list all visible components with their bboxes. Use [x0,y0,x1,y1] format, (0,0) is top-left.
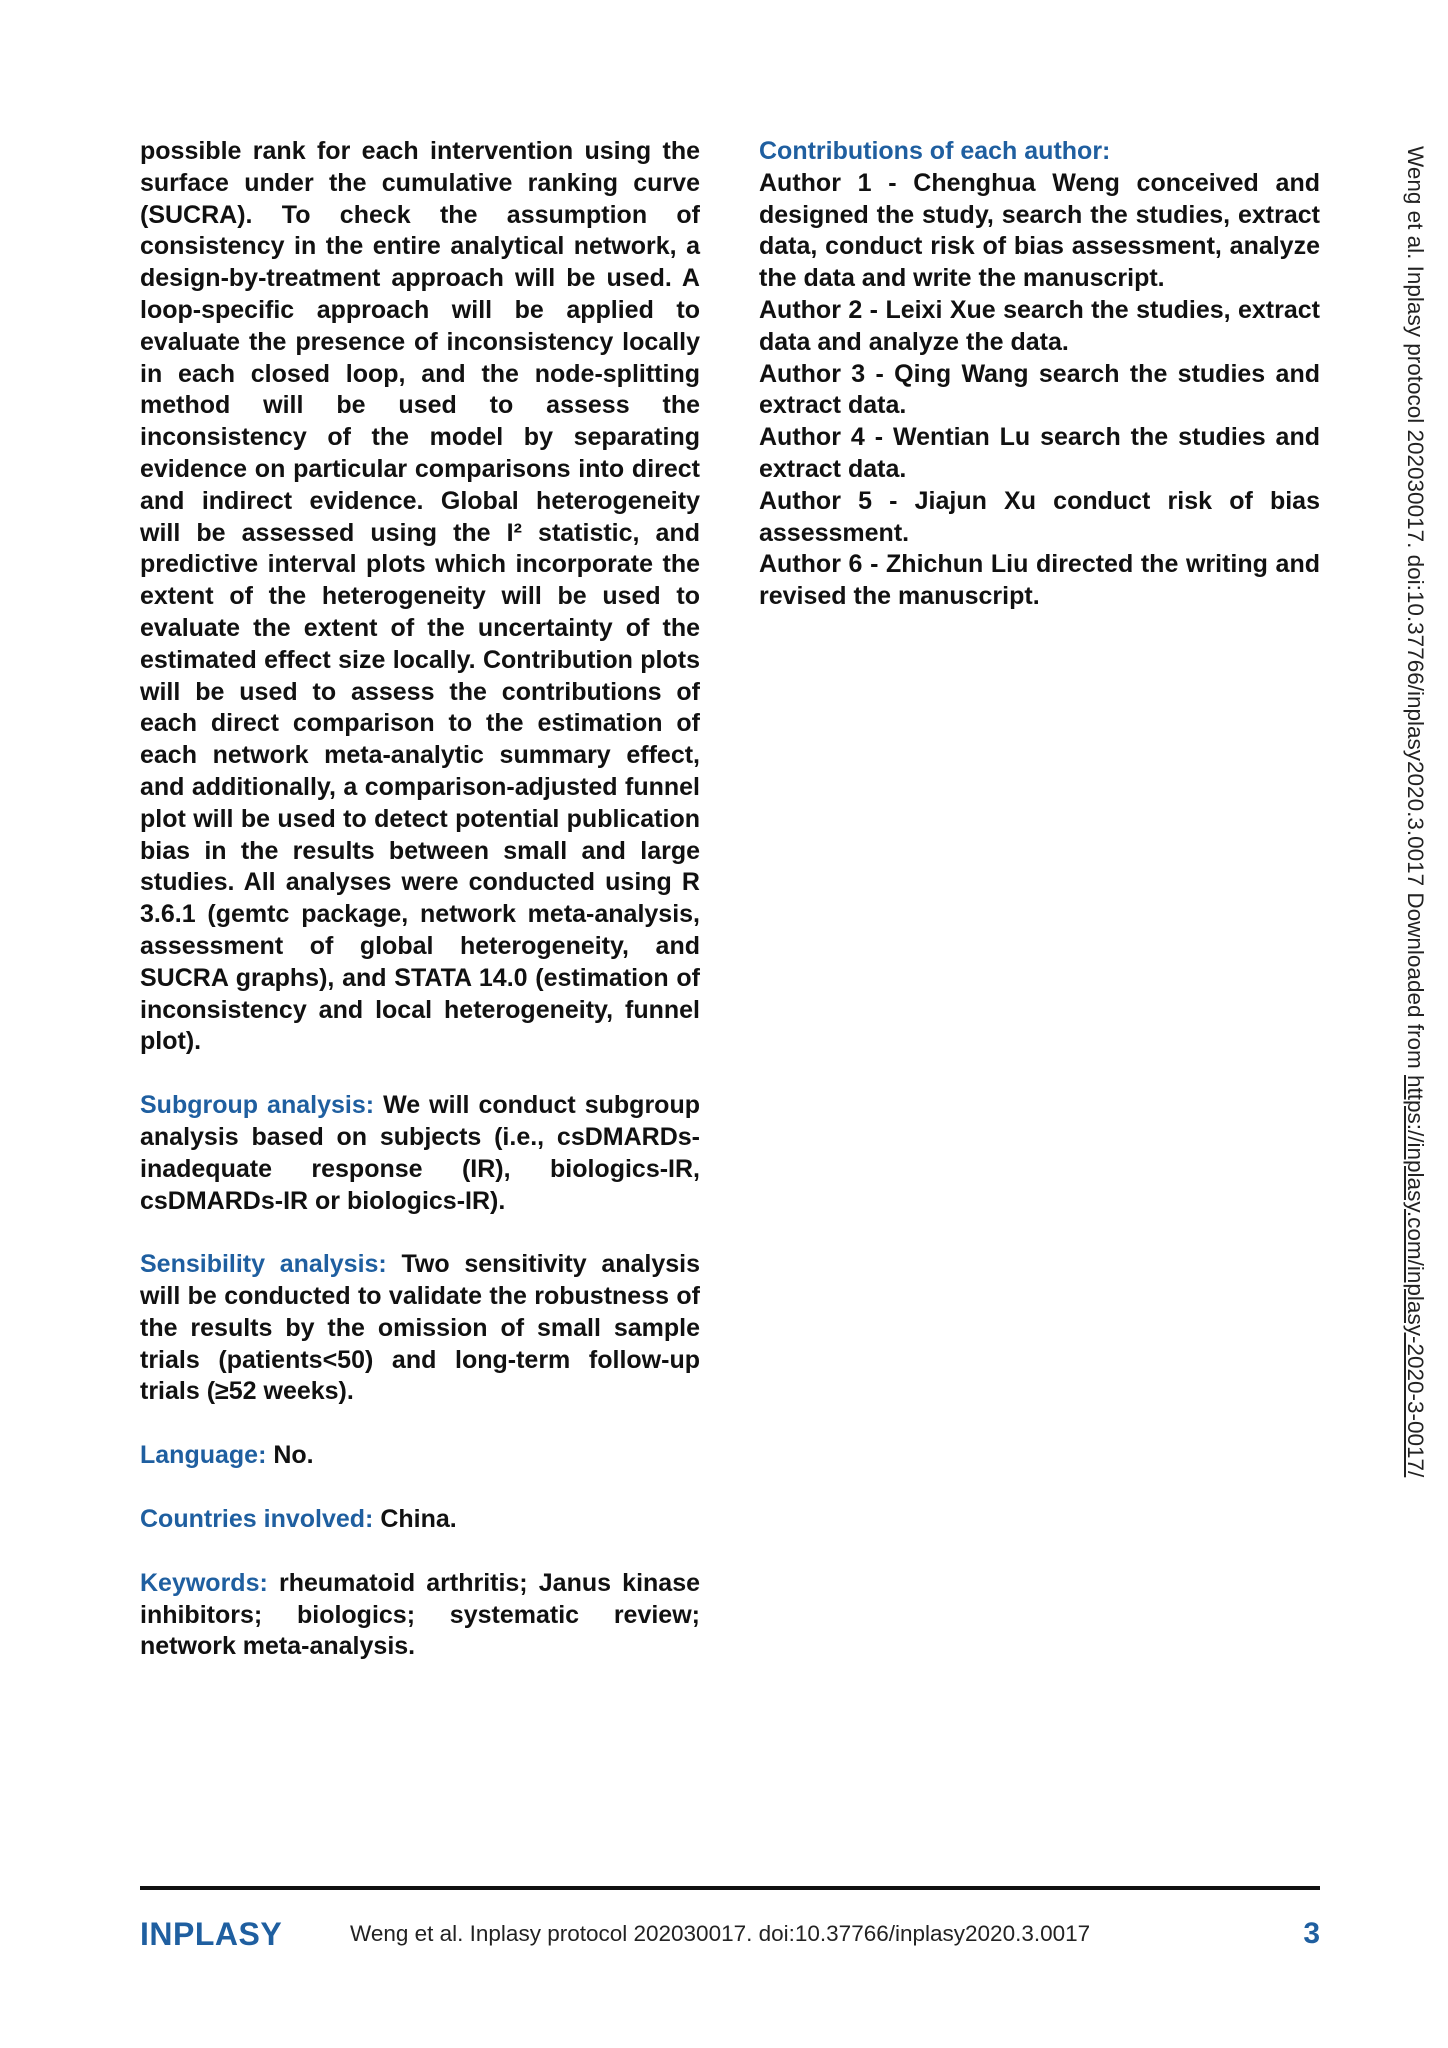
countries-section [140,1504,700,1536]
sensibility-section [140,1249,700,1408]
keywords-heading: Keywords: [140,1568,268,1597]
page-number: 3 [1303,1917,1320,1950]
language-text: No. [273,1441,314,1470]
author-3-contribution: Author 3 - Qing Wang search the studies and extract data. [759,359,1320,420]
author-6-contribution: Author 6 - Zhichun Liu directed the writing and revised the manuscript. [759,550,1320,611]
subgroup-section [140,1090,700,1217]
keywords-section [140,1568,700,1663]
side-citation-note [1402,146,1428,1477]
author-1-contribution: Author 1 - Chenghua Weng conceived and designed the study, search the studies, extract data, conduct risk of bias assessment, analyze the data and write the manuscript. [759,168,1320,293]
countries-text: China. [380,1505,457,1534]
author-4-contribution: Author 4 - Wentian Lu search the studies and extract data. [759,423,1320,483]
subgroup-heading: Subgroup analysis: [140,1091,375,1120]
download-link[interactable]: https://inplasy.com/inplasy-2020-3-0017/ [1403,1075,1428,1478]
left-column [140,136,700,1663]
methods-paragraph: possible rank for each intervention using the surface under the cumulative ranking curve (SUCRA). To check the assumption of consistency in the entire analytical network, a design-by-treatment approach will be used. A loop-specific approach will be applied to evaluate the presence of inconsistency locally in each closed loop, and the node-splitting method will be used to assess the inconsistency of the model by separating evidence on particular comparisons into direct and indirect evidence. Global heterogeneity will be assessed using the I² statistic, and predictive interval plots which incorporate the extent of the heterogeneity will be used to evaluate the extent of the uncertainty of the estimated effect size locally. Contribution plots will be used to assess the contributions of each direct comparison to the estimation of each network meta-analytic summary effect, and additionally, a comparison-adjusted funnel plot will be used to detect potential publication bias in the results between small and large studies. All analyses were conducted using R 3.6.1 (gemtc package, network meta-analysis, assessment of global heterogeneity, and SUCRA graphs), and STATA 14.0 (estimation of inconsistency and local heterogeneity, funnel plot). [140,137,700,1056]
keywords-text: rheumatoid arthritis; Janus kinase inhibitors; biologics; systematic review; network meta-analysis. [140,1568,701,1661]
sensibility-text: Two sensitivity analysis will be conducted to validate the robustness of the results by the omission of small sample trials (patients<50) and long-term follow-up trials (≥52 weeks). [140,1250,700,1406]
countries-heading: Countries involved: [140,1505,374,1534]
right-column [759,136,1320,613]
side-citation-text: Weng et al. Inplasy protocol 202030017. doi:10.37766/inplasy2020.3.0017 Downloaded from [1403,146,1428,1075]
sensibility-heading: Sensibility analysis: [140,1250,387,1279]
author-2-contribution: Author 2 - Leixi Xue search the studies, extract data and analyze the data. [759,295,1320,356]
subgroup-text: We will conduct subgroup analysis based on subjects (i.e., csDMARDs-inadequate response (IR), biologics-IR, csDMARDs-IR or biologics-IR). [140,1091,700,1215]
footer-brand-logo: INPLASY [140,1916,283,1952]
footer-citation: Weng et al. Inplasy protocol 202030017. doi:10.37766/inplasy2020.3.0017 [350,1921,1091,1946]
language-heading: Language: [140,1441,267,1470]
author-5-contribution: Author 5 - Jiajun Xu conduct risk of bias assessment. [759,486,1320,547]
language-section [140,1440,700,1472]
contributions-heading: Contributions of each author: [759,137,1111,165]
footer-divider [140,1886,1320,1890]
